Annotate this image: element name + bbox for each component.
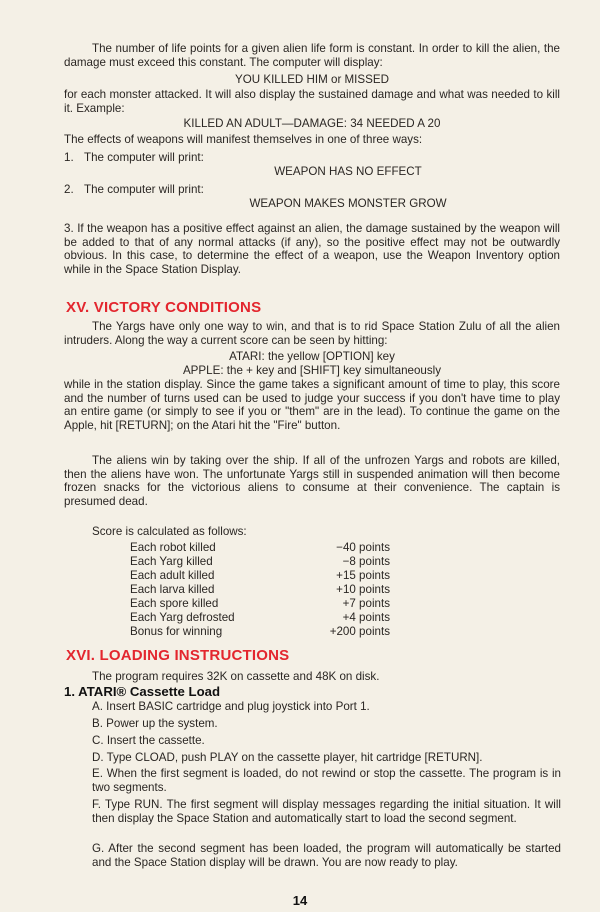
message-killed-or-missed: YOU KILLED HIM or MISSED <box>235 73 389 86</box>
weapon-effect-2-text: The computer will print: <box>84 183 204 196</box>
score-points: +4 points <box>342 611 390 624</box>
score-row <box>130 583 390 597</box>
score-points: +200 points <box>329 625 390 638</box>
score-intro: Score is calculated as follows: <box>92 525 247 538</box>
score-label: Each Yarg killed <box>130 555 213 568</box>
message-damage-example: KILLED AN ADULT—DAMAGE: 34 NEEDED A 20 <box>183 117 441 130</box>
score-row <box>130 597 390 611</box>
section-heading-loading-instructions: XVI. LOADING INSTRUCTIONS <box>66 647 290 664</box>
section-heading-victory-conditions: XV. VICTORY CONDITIONS <box>66 299 262 316</box>
load-step: B. Power up the system. <box>92 717 218 730</box>
weapon-effect-1-text: The computer will print: <box>84 151 204 164</box>
subheading-atari-cassette-load: 1. ATARI® Cassette Load <box>64 684 221 699</box>
load-step: A. Insert BASIC cartridge and plug joystick into Port 1. <box>92 700 370 713</box>
victory-paragraph-3: The aliens win by taking over the ship. If all of the unfrozen Yargs and robots are killed, then the aliens have won. The unfortunate Yargs still in suspended animation will then become frozen snacks for the victorious aliens to consume at their convenience. The captain is presumed dead. <box>64 454 560 508</box>
message-no-effect: WEAPON HAS NO EFFECT <box>274 165 422 178</box>
score-label: Each Yarg defrosted <box>130 611 235 624</box>
page-number: 14 <box>292 893 308 908</box>
loading-paragraph-1: The program requires 32K on cassette and 48K on disk. <box>92 670 380 683</box>
score-points: +7 points <box>342 597 390 610</box>
score-label: Each adult killed <box>130 569 215 582</box>
load-step: C. Insert the cassette. <box>92 734 205 747</box>
intro-paragraph-3: The effects of weapons will manifest themselves in one of three ways: <box>64 133 423 146</box>
score-row <box>130 611 390 625</box>
score-label: Each larva killed <box>130 583 215 596</box>
intro-paragraph-1: The number of life points for a given alien life form is constant. In order to kill the alien, the damage must exceed this constant. The computer will display: <box>64 42 560 69</box>
score-row <box>130 569 390 583</box>
score-points: −8 points <box>342 555 390 568</box>
score-points: +10 points <box>336 583 390 596</box>
score-points: +15 points <box>336 569 390 582</box>
load-step: F. Type RUN. The first segment will display messages regarding the initial situation. It will then display the Space Station and automatically start to load the second segment. <box>92 798 561 825</box>
score-label: Each spore killed <box>130 597 219 610</box>
weapon-effect-2-number: 2. <box>64 183 74 196</box>
load-step: E. When the first segment is loaded, do not rewind or stop the cassette. The program is in two segments. <box>92 767 561 794</box>
load-step: D. Type CLOAD, push PLAY on the cassette player, hit cartridge [RETURN]. <box>92 751 483 764</box>
score-row <box>130 555 390 569</box>
message-monster-grow: WEAPON MAKES MONSTER GROW <box>249 197 447 210</box>
victory-paragraph-2: while in the station display. Since the game takes a significant amount of time to play, this score and the number of turns used can be used to judge your success if you don't have time to play an entire game (or simply to see if you or "them" are in the lead). To continue the game on the Apple, hit [RETURN]; on the Atari hit the "Fire" button. <box>64 378 560 432</box>
score-key-apple: APPLE: the + key and [SHIFT] key simultaneously <box>182 364 442 377</box>
score-points: −40 points <box>336 541 390 554</box>
weapon-effect-3-paragraph: 3. If the weapon has a positive effect against an alien, the damage sustained by the weapon will be added to that of any normal attacks (if any), so the positive effect may not be outwardly obvious. In this case, to determine the effect of a weapon, use the Weapon Inventory option while in the Space Station Display. <box>64 222 560 276</box>
load-step: G. After the second segment has been loaded, the program will automatically be started and the Space Station display will be drawn. You are now ready to play. <box>92 842 561 869</box>
victory-paragraph-1: The Yargs have only one way to win, and that is to rid Space Station Zulu of all the alien intruders. Along the way a current score can be seen by hitting: <box>64 320 560 347</box>
score-row <box>130 541 390 555</box>
weapon-effect-1-number: 1. <box>64 151 74 164</box>
score-row <box>130 625 390 639</box>
score-label: Bonus for winning <box>130 625 223 638</box>
intro-paragraph-2: for each monster attacked. It will also display the sustained damage and what was needed to kill it. Example: <box>64 88 560 115</box>
score-key-atari: ATARI: the yellow [OPTION] key <box>229 350 395 363</box>
score-label: Each robot killed <box>130 541 216 554</box>
